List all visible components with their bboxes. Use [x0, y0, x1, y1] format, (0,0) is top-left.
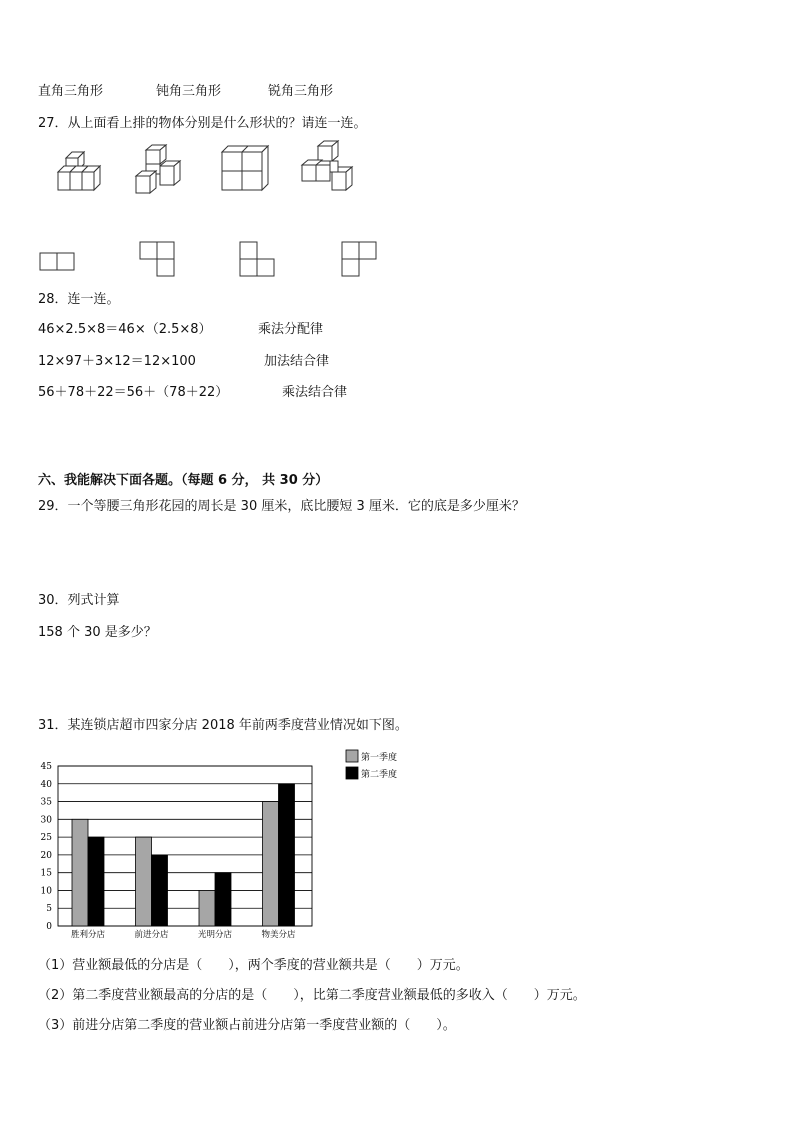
y-tick-label-25: 25 — [40, 833, 52, 844]
q28-law-1: 乘法分配律 — [258, 322, 324, 337]
bar-3-第一季度 — [199, 890, 215, 926]
q28-law-3: 乘法结合律 — [282, 385, 348, 400]
q28-law-2: 加法结合律 — [264, 354, 330, 369]
y-tick-label-15: 15 — [40, 868, 52, 879]
option-obtuse-triangle: 钝角三角形 — [156, 84, 222, 99]
bar-1-第一季度 — [72, 819, 88, 926]
q31-sub-3: （3）前进分店第二季度的营业额占前进分店第一季度营业额的（ ）。 — [38, 1018, 456, 1033]
legend-label-1: 第一季度 — [361, 753, 398, 763]
top-view-shape-2 — [138, 240, 178, 280]
q28-expr-2: 12×97＋3×12＝12×100 — [38, 354, 196, 369]
q28-text: 28．连一连。 — [38, 292, 120, 307]
q30-title: 30．列式计算 — [38, 593, 120, 608]
q30-text: 158 个 30 是多少？ — [38, 625, 157, 640]
x-category-label-1: 胜利分店 — [70, 930, 106, 940]
q29-text: 29．一个等腰三角形花园的周长是 30 厘米，底比腰短 3 厘米．它的底是多少厘米？ — [38, 499, 525, 514]
y-tick-label-20: 20 — [40, 850, 52, 861]
q28-expr-1: 46×2.5×8＝46×（2.5×8） — [38, 322, 212, 337]
cube-figure-3 — [218, 144, 278, 194]
x-category-label-3: 光明分店 — [197, 930, 233, 940]
bar-2-第二季度 — [152, 855, 168, 926]
top-view-shape-4 — [340, 240, 380, 280]
sales-bar-chart — [28, 744, 418, 944]
q31-text: 31．某连锁店超市四家分店 2018 年前两季度营业情况如下图。 — [38, 718, 408, 733]
q31-sub-2: （2）第二季度营业额最高的分店的是（ ），比第二季度营业额最低的多收入（ ）万元。 — [38, 988, 586, 1003]
legend-label-2: 第二季度 — [361, 770, 398, 780]
cube-figure-4 — [298, 140, 358, 192]
option-right-triangle: 直角三角形 — [38, 84, 104, 99]
bar-3-第二季度 — [215, 873, 231, 926]
y-tick-label-30: 30 — [40, 815, 52, 826]
x-category-label-2: 前进分店 — [134, 930, 169, 940]
cube-figure-2 — [132, 144, 192, 194]
option-acute-triangle: 锐角三角形 — [268, 84, 334, 99]
y-tick-label-0: 0 — [46, 922, 52, 932]
y-tick-label-5: 5 — [46, 904, 52, 915]
q28-expr-3: 56＋78＋22＝56＋（78＋22） — [38, 385, 229, 400]
q27-text: 27．从上面看上排的物体分别是什么形状的？请连一连。 — [38, 116, 367, 131]
legend-swatch-1 — [346, 750, 358, 762]
y-tick-label-10: 10 — [40, 886, 52, 897]
bar-4-第二季度 — [279, 784, 295, 926]
y-tick-label-35: 35 — [40, 797, 52, 808]
legend-swatch-2 — [346, 767, 358, 779]
section6-title: 六、我能解决下面各题。（每题 6 分， 共 30 分） — [38, 473, 329, 488]
bar-1-第二季度 — [88, 837, 104, 926]
top-view-shape-1 — [38, 250, 78, 274]
x-category-label-4: 物美分店 — [261, 930, 296, 940]
bar-4-第一季度 — [263, 802, 279, 926]
y-tick-label-45: 45 — [40, 762, 52, 772]
cube-figure-1 — [52, 150, 112, 200]
bar-2-第一季度 — [136, 837, 152, 926]
y-tick-label-40: 40 — [40, 779, 52, 790]
top-view-shape-3 — [238, 240, 278, 280]
q31-sub-1: （1）营业额最低的分店是（ ），两个季度的营业额共是（ ）万元。 — [38, 958, 469, 973]
